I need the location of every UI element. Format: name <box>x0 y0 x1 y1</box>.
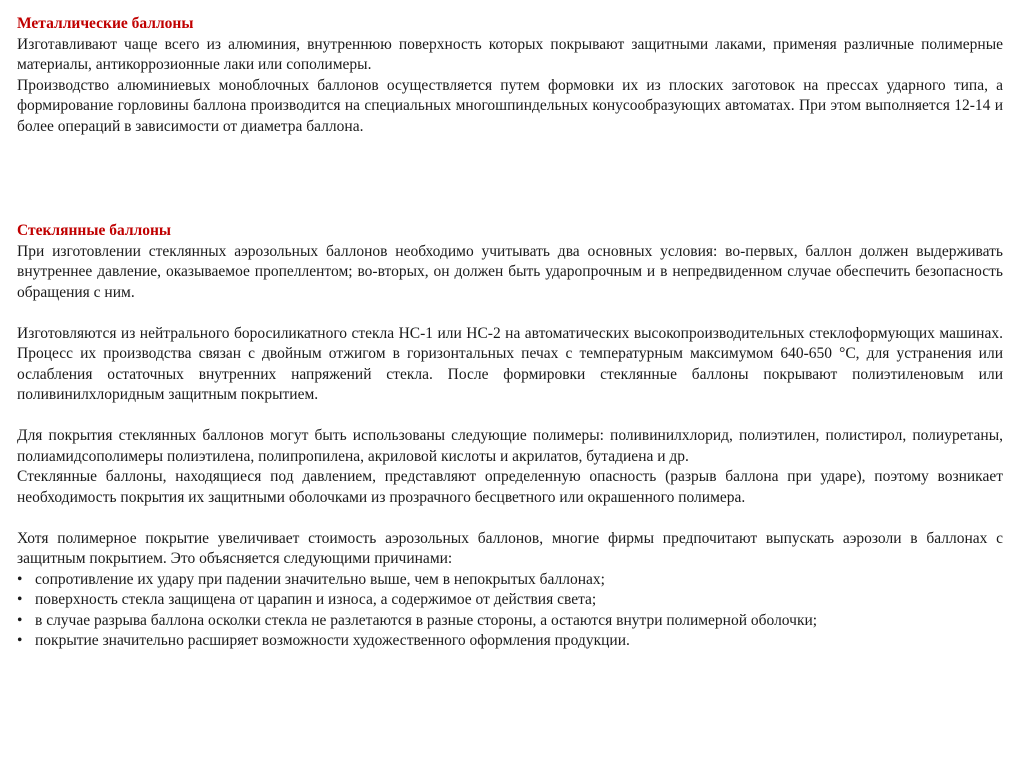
list-item <box>17 590 1003 611</box>
reasons-list <box>17 570 1003 652</box>
list-item-text: поверхность стекла защищена от царапин и износа, а содержимое от действия света; <box>35 591 597 608</box>
list-item-text: сопротивление их удару при падении значительно выше, чем в непокрытых баллонах; <box>35 570 605 588</box>
bullet-icon: • <box>17 632 23 649</box>
glass-paragraph: Для покрытия стеклянных баллонов могут быть использованы следующие полимеры: поливинилхлорид, полиэтилен, полистирол, полиуретаны, полиамидсополимеры полиэтилена, полипропилена, акриловой кислоты и акрилатов, бутадиена и др. <box>17 427 1003 465</box>
paragraph-gap <box>17 508 1003 529</box>
paragraph-gap <box>17 303 1003 324</box>
glass-paragraph: Хотя полимерное покрытие увеличивает стоимость аэрозольных баллонов, многие фирмы предпочитают выпускать аэрозоли в баллонах с защитным покрытием. Это объясняется следующими причинами: <box>17 529 1003 567</box>
glass-paragraph: При изготовлении стеклянных аэрозольных баллонов необходимо учитывать два основных условия: во-первых, баллон должен выдерживать внутреннее давление, оказываемое пропеллентом; во-вторых, он должен быть ударопрочным и в непредвиденном случае обеспечить безопасность обращения с ним. <box>17 242 1003 301</box>
glass-paragraph: Стеклянные баллоны, находящиеся под давлением, представляют определенную опасность (разрыв баллона при ударе), поэтому возникает необходимость покрытия их защитными оболочками из прозрачного бесцветного или окрашенного полимера. <box>17 468 1003 506</box>
metal-paragraph: Изготавливают чаще всего из алюминия, внутреннюю поверхность которых покрывают защитными лаками, применяя различные полимерные материалы, антикоррозионные лаки или сополимеры. <box>17 35 1003 73</box>
bullet-icon: • <box>17 591 23 608</box>
section-metal-cylinders <box>17 14 1003 137</box>
list-item <box>17 611 1003 632</box>
section-glass-cylinders <box>17 221 1003 652</box>
list-item-text: в случае разрыва баллона осколки стекла не разлетаются в разные стороны, а остаются внутри полимерной оболочки; <box>35 611 818 629</box>
glass-paragraph: Изготовляются из нейтрального боросиликатного стекла НС-1 или НС-2 на автоматических высокопроизводительных стеклоформующих машинах. Процесс их производства связан с двойным отжигом в горизонтальных печах с температурным максимумом 640-650 °С, для устранения или ослабления остаточных внутренних напряжений стекла. После формировки стеклянные баллоны покрывают полиэтиленовым или поливинилхлоридным защитным покрытием. <box>17 324 1003 403</box>
bullet-icon: • <box>17 570 23 588</box>
list-item <box>17 631 1003 652</box>
list-item-text: покрытие значительно расширяет возможности художественного оформления продукции. <box>35 632 630 649</box>
metal-paragraph: Производство алюминиевых моноблочных баллонов осуществляется путем формовки их из плоских заготовок на прессах ударного типа, а формирование горловины баллона производится на специальных многошпиндельных конусообразующих автоматах. При этом выполняется 12-14 и более операций в зависимости от диаметра баллона. <box>17 76 1003 135</box>
metal-heading: Металлические баллоны <box>17 15 194 32</box>
paragraph-gap <box>17 406 1003 427</box>
list-item <box>17 570 1003 591</box>
bullet-icon: • <box>17 611 23 629</box>
glass-heading: Стеклянные баллоны <box>17 222 172 239</box>
